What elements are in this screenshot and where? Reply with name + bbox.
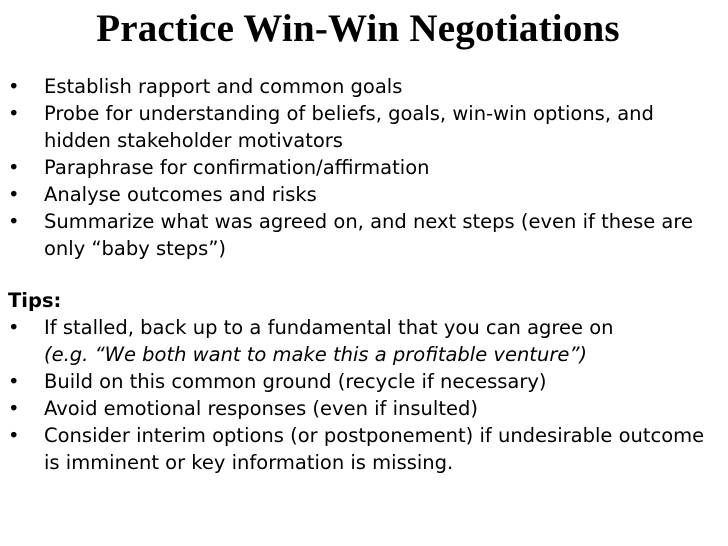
list-item-text: Analyse outcomes and risks: [44, 183, 317, 206]
list-item-text: Establish rapport and common goals: [44, 75, 403, 98]
bullet-icon: •: [8, 370, 20, 393]
list-item-text: Build on this common ground (recycle if necessary): [44, 370, 547, 393]
example-quote: (e.g. “We both want to make this a profitable venture”): [44, 343, 588, 366]
list-item-text: Probe for understanding of beliefs, goals, win-win options, and hidden stakeholder motivators: [44, 102, 654, 152]
bullet-icon: •: [8, 156, 20, 179]
bullet-icon: •: [8, 397, 20, 420]
list-item: [8, 181, 724, 208]
list-item-text: If stalled, back up to a fundamental that you can agree on: [44, 316, 614, 339]
tips-bullet-list: [8, 314, 724, 476]
list-item: [8, 73, 724, 100]
bullet-icon: •: [8, 75, 20, 98]
bullet-icon: •: [8, 316, 20, 339]
list-item-text: Summarize what was agreed on, and next steps (even if these are only “baby steps”): [44, 210, 693, 260]
bullet-icon: •: [8, 183, 20, 206]
tips-heading: Tips:: [8, 289, 62, 312]
list-item-text: Paraphrase for confirmation/affirmation: [44, 156, 430, 179]
list-item-text: Avoid emotional responses (even if insulted): [44, 397, 478, 420]
bullet-icon: •: [8, 424, 20, 447]
list-item: [8, 395, 724, 422]
bullet-icon: •: [8, 210, 20, 233]
list-item: [8, 368, 724, 395]
list-item-text: Consider interim options (or postponement) if undesirable outcome is imminent or key information is missing.: [44, 424, 705, 474]
list-item: [8, 208, 724, 262]
list-item: [8, 100, 724, 154]
list-item: [8, 314, 724, 368]
list-item: [8, 422, 724, 476]
main-bullet-list: [8, 73, 724, 262]
slide-title: Practice Win-Win Negotiations: [96, 7, 620, 50]
bullet-icon: •: [8, 102, 20, 125]
list-item: [8, 154, 724, 181]
